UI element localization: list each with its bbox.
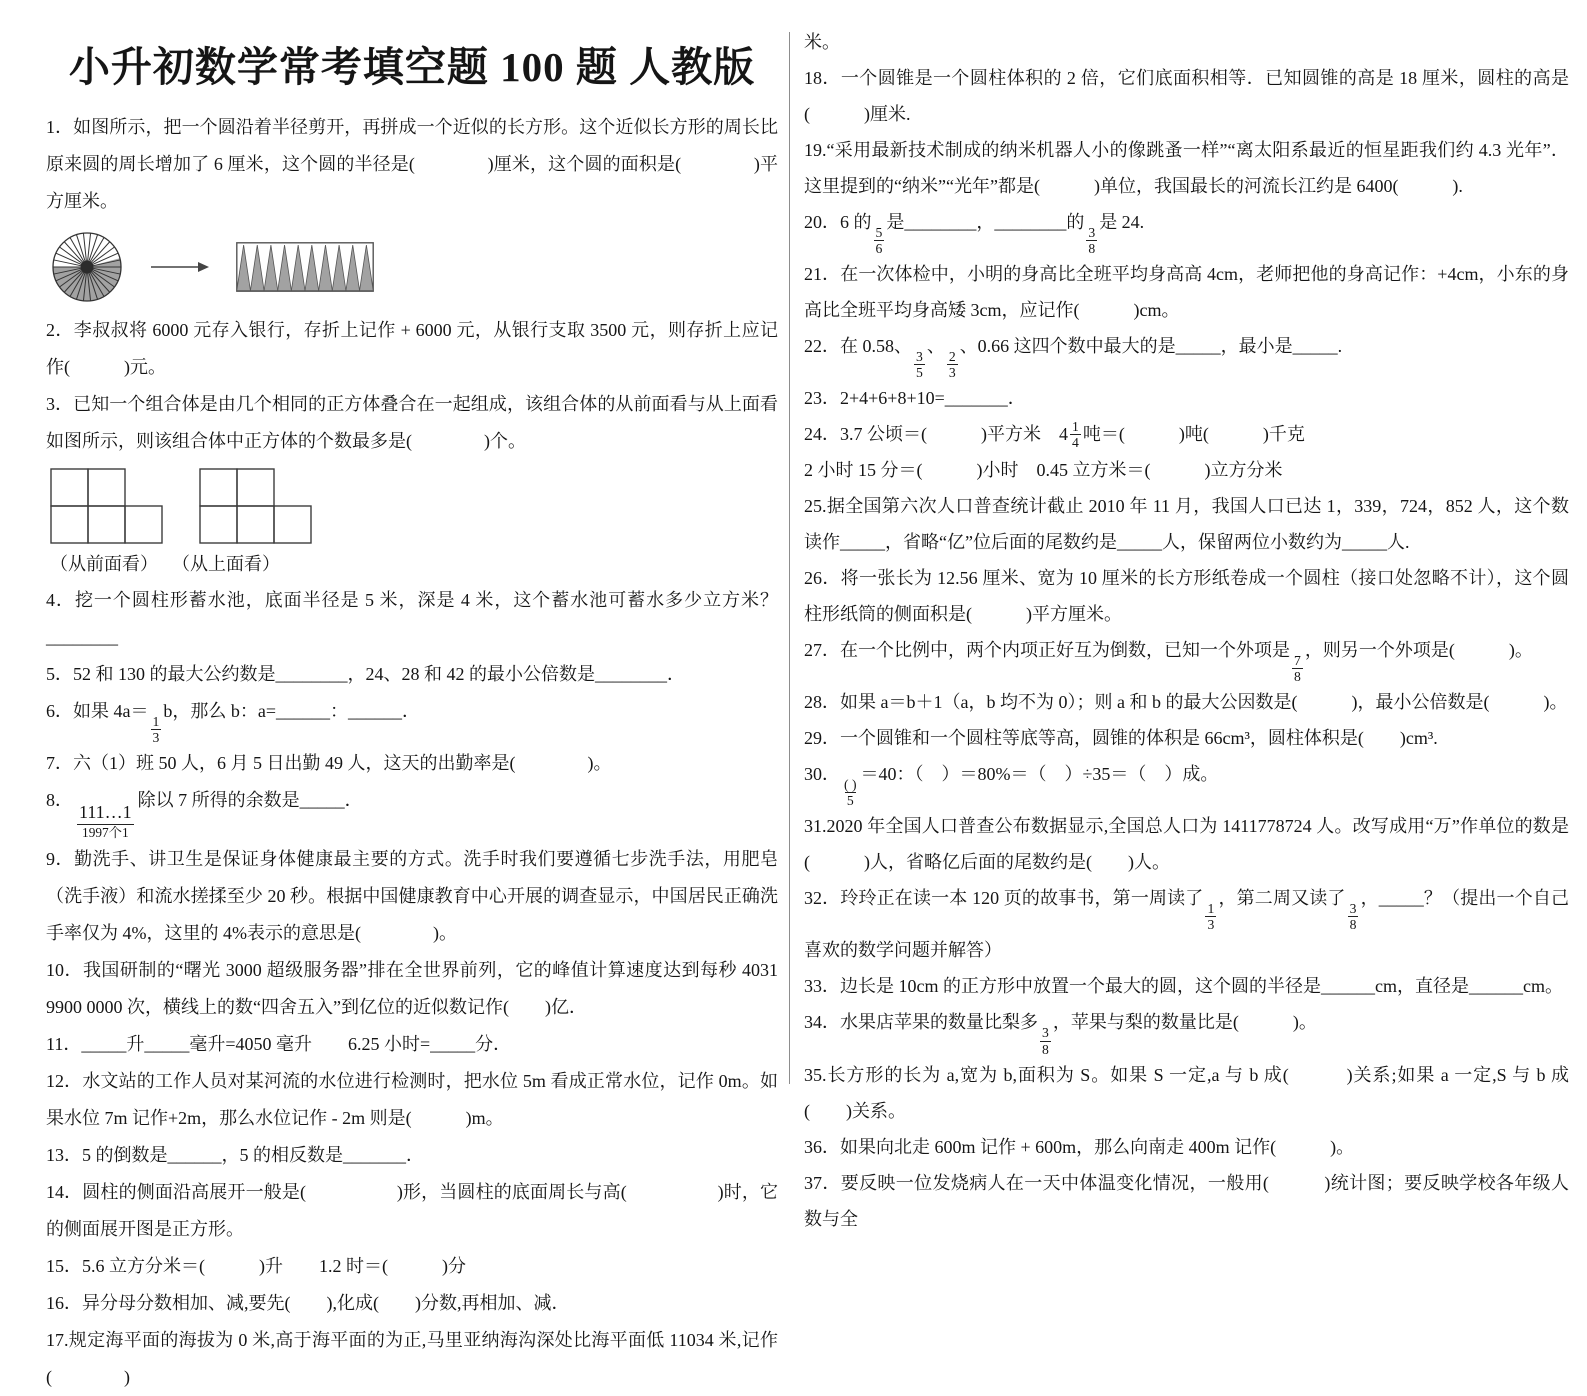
fraction: $\frac{( )}{5}$ <box>844 777 857 809</box>
fraction: $\frac{3}{5}$ <box>916 349 923 381</box>
question-item: 29．一个圆锥和一个圆柱等底等高，圆锥的体积是 66cm³，圆柱体积是( )cm³. <box>804 728 1438 749</box>
fraction: $\frac{3}{8}$ <box>1088 225 1096 257</box>
question-item: 1．如图所示，把一个圆沿着半径剪开，再拼成一个近似的长方形。这个近似长方形的周长比原来圆的周长增加了 6 厘米，这个圆的半径是( )厘米，这个圆的面积是( )平方厘米。 <box>46 117 778 211</box>
question-item: 30． $\frac{( )}{5}$ ＝40：（ ）＝80%＝（ ）÷35＝（ ）成。 <box>804 764 1219 809</box>
question-item: 2 小时 15 分＝( )小时 0.45 立方米＝( )立方分米 <box>804 460 1283 481</box>
question-item: 5．52 和 130 的最大公约数是________，24、28 和 42 的最小公倍数是________． <box>46 664 685 684</box>
arrow-right-icon <box>150 259 210 275</box>
fraction: $\frac{7}{8}$ <box>1294 653 1301 685</box>
circle-sectors-diagram <box>50 230 124 304</box>
question-item: 28．如果 a＝b＋1（a，b 均不为 0）；则 a 和 b 的最大公因数是( )，最小公倍数是( )。 <box>804 692 1568 713</box>
question-item: 米。 <box>804 32 840 52</box>
question-item: 8． 111…1 1997个1 除以 7 所得的余数是_____． <box>46 790 363 840</box>
column-left <box>46 24 778 1387</box>
page-title: 小升初数学常考填空题 100 题 人教版 <box>68 44 756 90</box>
figure-circle-to-rectangle <box>50 230 778 304</box>
question-item: 16．异分母分数相加、减,要先( ),化成( )分数,再相加、减． <box>46 1292 570 1313</box>
front-view-label: （从前面看） <box>50 554 158 574</box>
underbrace-expression: 111…1 1997个1 <box>79 802 132 840</box>
question-item: 2．李叔叔将 6000 元存入银行，存折上记作 + 6000 元，从银行支取 3500 元，则存折上应记作( )元。 <box>46 320 778 377</box>
fraction: $\frac{2}{3}$ <box>948 349 956 381</box>
question-item: 10．我国研制的“曙光 3000 超级服务器”排在全世界前列，它的峰值计算速度达到每秒 4031 9900 0000 次，横线上的数“四舍五入”到亿位的近似数记作( )亿． <box>46 959 778 1017</box>
top-view-label: （从上面看） <box>172 554 280 574</box>
question-item: 6．如果 4a＝ $\frac{1}{3}$ b，那么 b：a=______：______． <box>46 701 420 746</box>
question-item: 13．5 的倒数是______，5 的相反数是_______． <box>46 1144 424 1165</box>
fraction: $\frac{5}{6}$ <box>875 225 883 257</box>
question-item: 23．2+4+6+8+10=_______． <box>804 388 1026 409</box>
question-item: 20．6 的 $\frac{5}{6}$ 是________，________的 $\frac{3}{8}$ 是 24. <box>804 212 1145 257</box>
question-item: 24．3.7 公顷＝( )平方米 4 $\frac{1}{4}$ 吨＝( )吨( )千克 <box>804 416 1569 452</box>
fraction: $\frac{1}{3}$ <box>152 714 160 746</box>
question-item: 33．边长是 10cm 的正方形中放置一个最大的圆，这个圆的半径是______cm，直径是______cm。 <box>804 976 1563 997</box>
question-item: 27．在一个比例中，两个内项正好互为倒数，已知一个外项是 $\frac{7}{8}$ ，则另一个外项是( )。 <box>804 640 1533 685</box>
cube-views-row <box>50 468 778 544</box>
question-item: 17.规定海平面的海拔为 0 米,高于海平面的为正,马里亚纳海沟深处比海平面低 11034 米,记作( ) <box>46 1329 778 1387</box>
question-item: 3．已知一个组合体是由几个相同的正方体叠合在一起组成，该组合体的从前面看与从上面看如图所示，则该组合体中正方体的个数最多是( )个。 <box>46 394 778 451</box>
fraction: $\frac{1}{4}$ <box>1072 418 1079 450</box>
question-item: 34．水果店苹果的数量比梨多 $\frac{3}{8}$ ，苹果与梨的数量比是( )。 <box>804 1012 1317 1057</box>
cube-views-labels <box>50 548 778 580</box>
question-item: 9．勤洗手、讲卫生是保证身体健康最主要的方式。洗手时我们要遵循七步洗手法，用肥皂（洗手液）和流水搓揉至少 20 秒。根据中国健康教育中心开展的调查显示，中国居民正确洗手率仅为 4%，这里的 4%表示的意思是( )。 <box>46 848 778 943</box>
question-item: 14．圆柱的侧面沿高展开一般是( )形，当圆柱的底面周长与高( )时，它的侧面展开图是正方形。 <box>46 1181 778 1239</box>
question-item: 15．5.6 立方分米＝( )升 1.2 时＝( )分 <box>46 1255 466 1276</box>
mixed-number: 4 $\frac{1}{4}$ <box>1059 418 1079 450</box>
question-item: 37．要反映一位发烧病人在一天中体温变化情况，一般用( )统计图；要反映学校各年级人数与全 <box>804 1172 1569 1229</box>
question-item: 12．水文站的工作人员对某河流的水位进行检测时，把水位 5m 看成正常水位，记作 0m。如果水位 7m 记作+2m，那么水位记作 - 2m 则是( )m。 <box>46 1070 778 1128</box>
question-item: 36．如果向北走 600m 记作 + 600m，那么向南走 400m 记作( )。 <box>804 1136 1355 1157</box>
fraction: $\frac{3}{8}$ <box>1349 901 1357 933</box>
question-item: 18．一个圆锥是一个圆柱体积的 2 倍，它们底面积相等．已知圆锥的高是 18 厘米，圆柱的高是( )厘米. <box>804 68 1569 124</box>
question-item: 35.长方形的长为 a,宽为 b,面积为 S。如果 S 一定,a 与 b 成( )关系;如果 a 一定,S 与 b 成( )关系。 <box>804 1064 1569 1121</box>
question-list-left <box>46 109 778 1396</box>
question-item: 26．将一张长为 12.56 厘米、宽为 10 厘米的长方形纸卷成一个圆柱（接口处忽略不计），这个圆柱形纸筒的侧面积是( )平方厘米。 <box>804 568 1569 625</box>
rectangle-sectors-diagram <box>236 242 374 292</box>
fraction: $\frac{3}{8}$ <box>1042 1025 1049 1057</box>
column-right <box>790 24 1570 1229</box>
question-item: 25.据全国第六次人口普查统计截止 2010 年 11 月，我国人口已达 1，339，724，852 人，这个数读作_____，省略“亿”位后面的尾数约是_____人，保留两位小数约为_____人. <box>804 496 1569 553</box>
figure-cube-views <box>50 468 778 580</box>
question-item: 7．六（1）班 50 人，6 月 5 日出勤 49 人，这天的出勤率是( )。 <box>46 753 612 774</box>
fraction: $\frac{1}{3}$ <box>1207 901 1215 933</box>
question-item: 11．_____升_____毫升=4050 毫升 6.25 小时=_____分． <box>46 1033 512 1054</box>
question-item: 21．在一次体检中，小明的身高比全班平均身高高 4cm，老师把他的身高记作：+4cm，小东的身高比全班平均身高矮 3cm，应记作( )cm。 <box>804 264 1569 321</box>
question-item: 22．在 0.58、 $\frac{3}{5}$ 、 $\frac{2}{3}$ 、0.66 这四个数中最大的是_____，最小是_____. <box>804 336 1343 381</box>
question-item: 32．玲玲正在读一本 120 页的故事书，第一周读了 $\frac{1}{3}$ ，第二周又读了 $\frac{3}{8}$ ，_____？（提出一个自己喜欢的数学问题并解答） <box>804 888 1570 961</box>
top-view-diagram <box>199 468 312 544</box>
question-item: 19.“采用最新技术制成的纳米机器人小的像跳蚤一样”“离太阳系最近的恒星距我们约 4.3 光年”．这里提到的“纳米”“光年”都是( )单位，我国最长的河流长江约是 6400( ). <box>804 140 1569 196</box>
question-list-right <box>804 24 1569 1237</box>
question-item: 31.2020 年全国人口普查公布数据显示,全国总人口为 1411778724 人。改写成用“万”作单位的数是( )人，省略亿后面的尾数约是( )人。 <box>804 816 1569 873</box>
front-view-diagram <box>50 468 163 544</box>
question-item: 4．挖一个圆柱形蓄水池，底面半径是 5 米，深是 4 米，这个蓄水池可蓄水多少立方米？________ <box>46 590 778 647</box>
